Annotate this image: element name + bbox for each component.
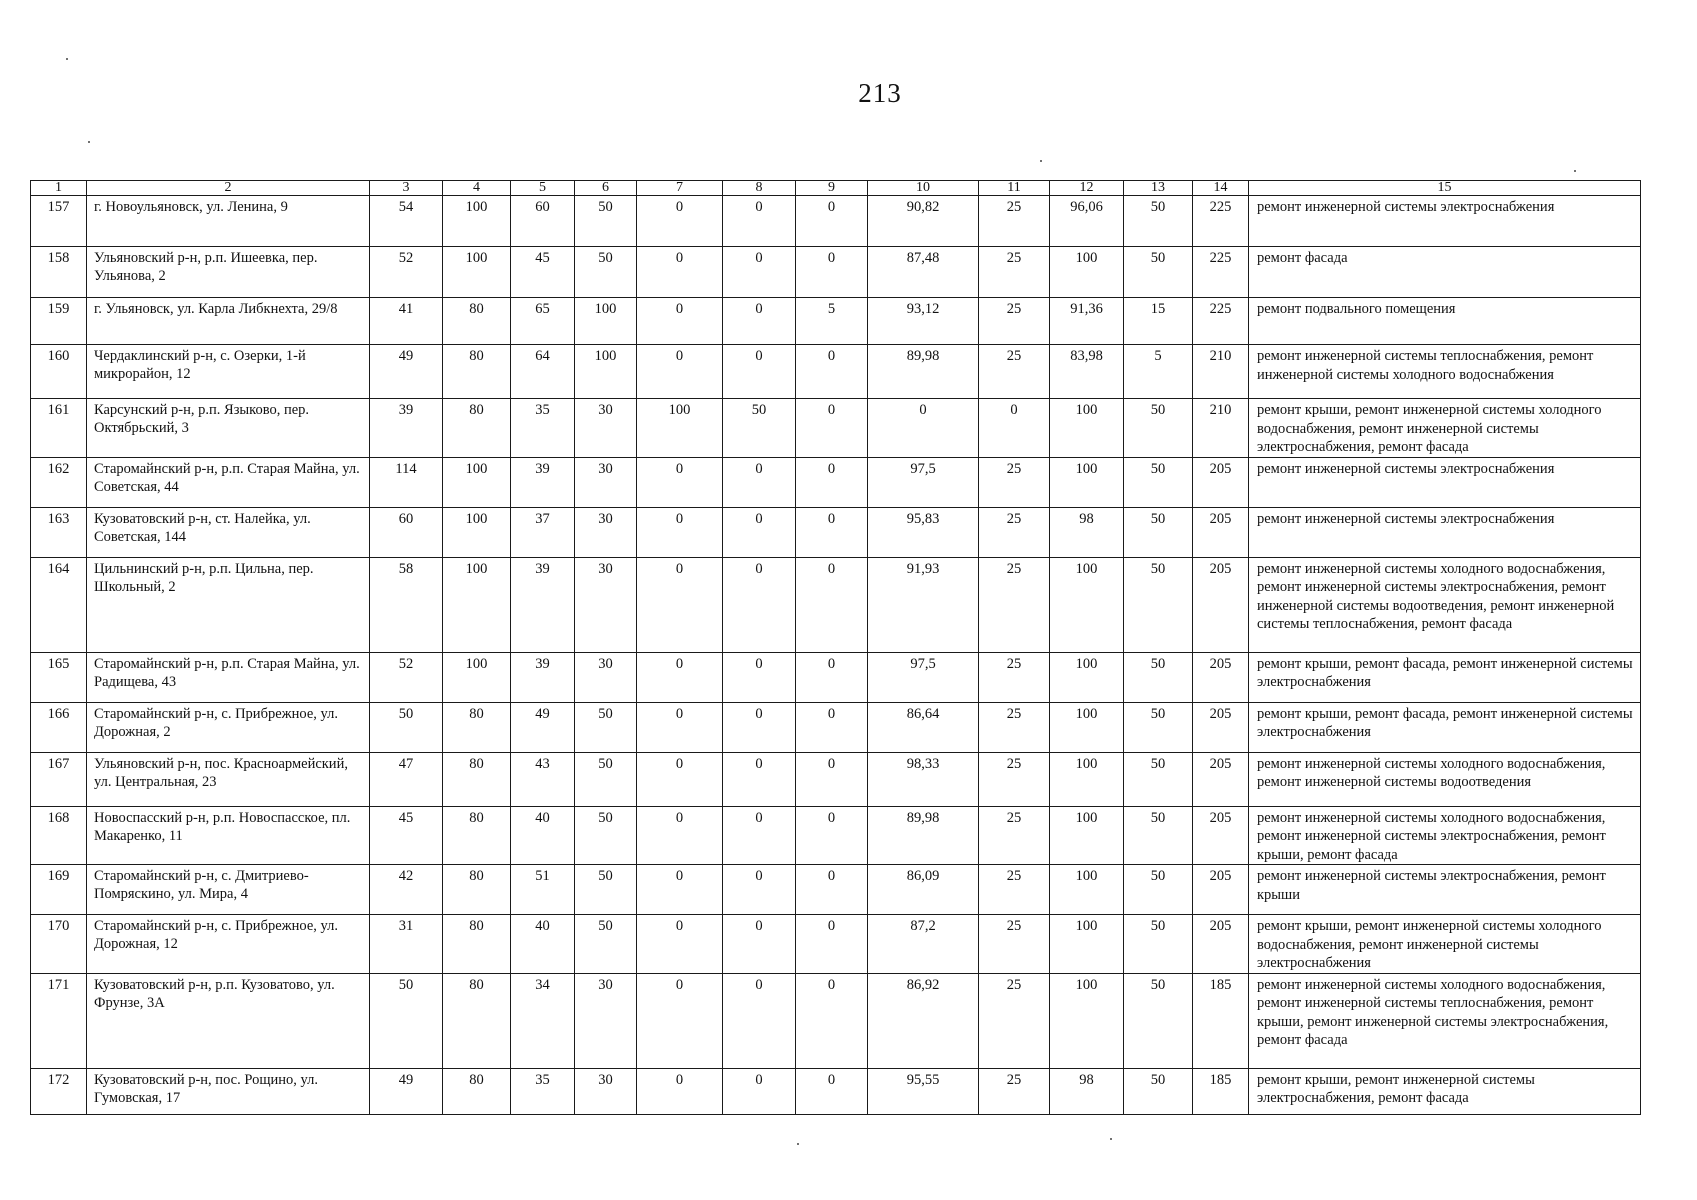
address-cell: Цильнинский р-н, р.п. Цильна, пер. Школьный, 2 xyxy=(87,557,370,652)
col8-cell: 0 xyxy=(723,557,796,652)
col14-cell: 185 xyxy=(1193,1068,1249,1114)
col6-cell: 50 xyxy=(575,915,637,974)
col3-cell: 42 xyxy=(370,865,443,915)
col14-cell: 210 xyxy=(1193,345,1249,399)
row-number: 167 xyxy=(31,752,87,806)
table-row xyxy=(31,507,1641,557)
table-row xyxy=(31,652,1641,702)
scan-speck xyxy=(88,141,90,143)
col11-cell: 25 xyxy=(979,247,1050,298)
col9-cell: 0 xyxy=(796,507,868,557)
address-cell: Новоспасский р-н, р.п. Новоспасское, пл. Макаренко, 11 xyxy=(87,806,370,865)
scan-speck xyxy=(1574,170,1576,172)
col5-cell: 40 xyxy=(511,806,575,865)
col11-cell: 25 xyxy=(979,557,1050,652)
col3-cell: 54 xyxy=(370,196,443,247)
table-row xyxy=(31,1068,1641,1114)
col11-cell: 25 xyxy=(979,345,1050,399)
row-number: 159 xyxy=(31,298,87,345)
col3-cell: 58 xyxy=(370,557,443,652)
col3-cell: 41 xyxy=(370,298,443,345)
col12-cell: 100 xyxy=(1050,247,1124,298)
col7-cell: 0 xyxy=(637,247,723,298)
col12-cell: 100 xyxy=(1050,702,1124,752)
col14-cell: 210 xyxy=(1193,399,1249,458)
works-cell: ремонт подвального помещения xyxy=(1249,298,1641,345)
scan-speck xyxy=(797,1143,799,1145)
col13-cell: 50 xyxy=(1124,915,1193,974)
works-cell: ремонт инженерной системы холодного водоснабжения, ремонт инженерной системы теплоснабжения, ремонт крыши, ремонт инженерной системы электроснабжения, ремонт фасада xyxy=(1249,973,1641,1068)
col6-cell: 30 xyxy=(575,973,637,1068)
col11-cell: 25 xyxy=(979,507,1050,557)
col5-cell: 39 xyxy=(511,557,575,652)
col7-cell: 0 xyxy=(637,298,723,345)
col9-cell: 0 xyxy=(796,806,868,865)
row-number: 169 xyxy=(31,865,87,915)
col10-cell: 0 xyxy=(868,399,979,458)
row-number: 158 xyxy=(31,247,87,298)
col3-cell: 39 xyxy=(370,399,443,458)
col11-cell: 25 xyxy=(979,915,1050,974)
col14-cell: 205 xyxy=(1193,652,1249,702)
col5-cell: 49 xyxy=(511,702,575,752)
row-number: 164 xyxy=(31,557,87,652)
col8-cell: 0 xyxy=(723,652,796,702)
table-row xyxy=(31,457,1641,507)
col8-cell: 0 xyxy=(723,865,796,915)
col6-cell: 100 xyxy=(575,298,637,345)
col7-cell: 0 xyxy=(637,702,723,752)
table-row xyxy=(31,752,1641,806)
col14-cell: 205 xyxy=(1193,507,1249,557)
col12-cell: 98 xyxy=(1050,507,1124,557)
col6-cell: 50 xyxy=(575,702,637,752)
col13-cell: 50 xyxy=(1124,865,1193,915)
col14-cell: 205 xyxy=(1193,457,1249,507)
col9-cell: 0 xyxy=(796,399,868,458)
col8-cell: 0 xyxy=(723,915,796,974)
col10-cell: 87,2 xyxy=(868,915,979,974)
col13-cell: 50 xyxy=(1124,557,1193,652)
col9-cell: 0 xyxy=(796,865,868,915)
col5-cell: 35 xyxy=(511,1068,575,1114)
works-cell: ремонт крыши, ремонт инженерной системы электроснабжения, ремонт фасада xyxy=(1249,1068,1641,1114)
col4-cell: 100 xyxy=(443,652,511,702)
col13-cell: 50 xyxy=(1124,973,1193,1068)
col9-cell: 0 xyxy=(796,973,868,1068)
table-row xyxy=(31,973,1641,1068)
col6-cell: 30 xyxy=(575,1068,637,1114)
row-number: 160 xyxy=(31,345,87,399)
col11-cell: 25 xyxy=(979,298,1050,345)
col10-cell: 89,98 xyxy=(868,806,979,865)
col3-cell: 49 xyxy=(370,1068,443,1114)
col7-cell: 0 xyxy=(637,752,723,806)
table-row xyxy=(31,345,1641,399)
col10-cell: 86,64 xyxy=(868,702,979,752)
row-number: 157 xyxy=(31,196,87,247)
col8-cell: 0 xyxy=(723,196,796,247)
col6-cell: 30 xyxy=(575,652,637,702)
column-header-8: 8 xyxy=(723,181,796,196)
col6-cell: 50 xyxy=(575,752,637,806)
address-cell: Ульяновский р-н, пос. Красноармейский, ул. Центральная, 23 xyxy=(87,752,370,806)
col9-cell: 0 xyxy=(796,1068,868,1114)
row-number: 163 xyxy=(31,507,87,557)
col4-cell: 80 xyxy=(443,298,511,345)
col8-cell: 0 xyxy=(723,247,796,298)
col8-cell: 0 xyxy=(723,457,796,507)
col3-cell: 52 xyxy=(370,247,443,298)
col6-cell: 100 xyxy=(575,345,637,399)
col12-cell: 100 xyxy=(1050,806,1124,865)
col4-cell: 80 xyxy=(443,973,511,1068)
col5-cell: 35 xyxy=(511,399,575,458)
col12-cell: 96,06 xyxy=(1050,196,1124,247)
works-cell: ремонт инженерной системы холодного водоснабжения, ремонт инженерной системы водоотведения xyxy=(1249,752,1641,806)
table-header xyxy=(31,181,1641,196)
col6-cell: 30 xyxy=(575,507,637,557)
col4-cell: 80 xyxy=(443,345,511,399)
works-cell: ремонт крыши, ремонт фасада, ремонт инженерной системы электроснабжения xyxy=(1249,652,1641,702)
col13-cell: 50 xyxy=(1124,247,1193,298)
col3-cell: 50 xyxy=(370,973,443,1068)
scan-speck xyxy=(1110,1138,1112,1140)
col6-cell: 50 xyxy=(575,196,637,247)
address-cell: Старомайнский р-н, с. Прибрежное, ул. Дорожная, 12 xyxy=(87,915,370,974)
table-row xyxy=(31,865,1641,915)
col4-cell: 80 xyxy=(443,1068,511,1114)
col13-cell: 50 xyxy=(1124,457,1193,507)
col3-cell: 50 xyxy=(370,702,443,752)
col3-cell: 31 xyxy=(370,915,443,974)
col10-cell: 86,09 xyxy=(868,865,979,915)
col8-cell: 0 xyxy=(723,752,796,806)
works-cell: ремонт инженерной системы холодного водоснабжения, ремонт инженерной системы электроснабжения, ремонт инженерной системы водоотведения, ремонт инженерной системы теплоснабжения, ремонт фасада xyxy=(1249,557,1641,652)
col11-cell: 25 xyxy=(979,652,1050,702)
col9-cell: 0 xyxy=(796,247,868,298)
col12-cell: 100 xyxy=(1050,752,1124,806)
col14-cell: 205 xyxy=(1193,806,1249,865)
col10-cell: 95,83 xyxy=(868,507,979,557)
column-header-15: 15 xyxy=(1249,181,1641,196)
address-cell: Чердаклинский р-н, с. Озерки, 1-й микрорайон, 12 xyxy=(87,345,370,399)
col3-cell: 47 xyxy=(370,752,443,806)
works-cell: ремонт инженерной системы теплоснабжения, ремонт инженерной системы холодного водоснабжения xyxy=(1249,345,1641,399)
table-row xyxy=(31,915,1641,974)
works-cell: ремонт крыши, ремонт инженерной системы холодного водоснабжения, ремонт инженерной системы электроснабжения, ремонт фасада xyxy=(1249,399,1641,458)
col8-cell: 50 xyxy=(723,399,796,458)
works-cell: ремонт крыши, ремонт инженерной системы холодного водоснабжения, ремонт инженерной системы электроснабжения xyxy=(1249,915,1641,974)
col12-cell: 83,98 xyxy=(1050,345,1124,399)
col7-cell: 0 xyxy=(637,345,723,399)
col10-cell: 86,92 xyxy=(868,973,979,1068)
address-cell: Карсунский р-н, р.п. Языково, пер. Октябрьский, 3 xyxy=(87,399,370,458)
col9-cell: 0 xyxy=(796,196,868,247)
row-number: 162 xyxy=(31,457,87,507)
col12-cell: 100 xyxy=(1050,865,1124,915)
works-cell: ремонт инженерной системы электроснабжения xyxy=(1249,457,1641,507)
col3-cell: 45 xyxy=(370,806,443,865)
col11-cell: 0 xyxy=(979,399,1050,458)
col14-cell: 205 xyxy=(1193,557,1249,652)
col4-cell: 100 xyxy=(443,196,511,247)
address-cell: Старомайнский р-н, с. Дмитриево-Помряскино, ул. Мира, 4 xyxy=(87,865,370,915)
col13-cell: 50 xyxy=(1124,806,1193,865)
col4-cell: 80 xyxy=(443,865,511,915)
col10-cell: 98,33 xyxy=(868,752,979,806)
row-number: 171 xyxy=(31,973,87,1068)
col5-cell: 37 xyxy=(511,507,575,557)
col9-cell: 0 xyxy=(796,702,868,752)
col4-cell: 100 xyxy=(443,507,511,557)
col14-cell: 185 xyxy=(1193,973,1249,1068)
column-header-9: 9 xyxy=(796,181,868,196)
col11-cell: 25 xyxy=(979,752,1050,806)
col7-cell: 0 xyxy=(637,557,723,652)
col5-cell: 43 xyxy=(511,752,575,806)
row-number: 161 xyxy=(31,399,87,458)
col5-cell: 45 xyxy=(511,247,575,298)
col5-cell: 39 xyxy=(511,457,575,507)
header-row xyxy=(31,181,1641,196)
col12-cell: 100 xyxy=(1050,457,1124,507)
col8-cell: 0 xyxy=(723,973,796,1068)
col14-cell: 225 xyxy=(1193,298,1249,345)
column-header-1: 1 xyxy=(31,181,87,196)
col10-cell: 91,93 xyxy=(868,557,979,652)
col10-cell: 97,5 xyxy=(868,457,979,507)
repair-program-table-sheet xyxy=(30,180,1640,1115)
col5-cell: 65 xyxy=(511,298,575,345)
col6-cell: 50 xyxy=(575,247,637,298)
col12-cell: 91,36 xyxy=(1050,298,1124,345)
col14-cell: 205 xyxy=(1193,752,1249,806)
column-header-10: 10 xyxy=(868,181,979,196)
col13-cell: 50 xyxy=(1124,652,1193,702)
col13-cell: 50 xyxy=(1124,507,1193,557)
works-cell: ремонт инженерной системы холодного водоснабжения, ремонт инженерной системы электроснабжения, ремонт крыши, ремонт фасада xyxy=(1249,806,1641,865)
col6-cell: 30 xyxy=(575,399,637,458)
col13-cell: 5 xyxy=(1124,345,1193,399)
table-row xyxy=(31,196,1641,247)
column-header-3: 3 xyxy=(370,181,443,196)
col7-cell: 0 xyxy=(637,457,723,507)
address-cell: Кузоватовский р-н, пос. Рощино, ул. Гумовская, 17 xyxy=(87,1068,370,1114)
col10-cell: 95,55 xyxy=(868,1068,979,1114)
address-cell: Старомайнский р-н, р.п. Старая Майна, ул. Радищева, 43 xyxy=(87,652,370,702)
works-cell: ремонт крыши, ремонт фасада, ремонт инженерной системы электроснабжения xyxy=(1249,702,1641,752)
col3-cell: 52 xyxy=(370,652,443,702)
col7-cell: 0 xyxy=(637,865,723,915)
col14-cell: 205 xyxy=(1193,865,1249,915)
col9-cell: 0 xyxy=(796,557,868,652)
col8-cell: 0 xyxy=(723,702,796,752)
col8-cell: 0 xyxy=(723,298,796,345)
scan-speck xyxy=(66,58,68,60)
column-header-2: 2 xyxy=(87,181,370,196)
col6-cell: 30 xyxy=(575,557,637,652)
col13-cell: 50 xyxy=(1124,1068,1193,1114)
works-cell: ремонт фасада xyxy=(1249,247,1641,298)
table-row xyxy=(31,557,1641,652)
table-body xyxy=(31,196,1641,1115)
address-cell: Ульяновский р-н, р.п. Ишеевка, пер. Ульянова, 2 xyxy=(87,247,370,298)
col12-cell: 100 xyxy=(1050,557,1124,652)
col10-cell: 93,12 xyxy=(868,298,979,345)
col12-cell: 100 xyxy=(1050,973,1124,1068)
col7-cell: 0 xyxy=(637,806,723,865)
col11-cell: 25 xyxy=(979,865,1050,915)
col5-cell: 39 xyxy=(511,652,575,702)
col9-cell: 0 xyxy=(796,457,868,507)
row-number: 165 xyxy=(31,652,87,702)
col12-cell: 98 xyxy=(1050,1068,1124,1114)
col5-cell: 34 xyxy=(511,973,575,1068)
col13-cell: 50 xyxy=(1124,196,1193,247)
col14-cell: 205 xyxy=(1193,915,1249,974)
works-cell: ремонт инженерной системы электроснабжения, ремонт крыши xyxy=(1249,865,1641,915)
col13-cell: 50 xyxy=(1124,752,1193,806)
col10-cell: 89,98 xyxy=(868,345,979,399)
column-header-12: 12 xyxy=(1050,181,1124,196)
column-header-5: 5 xyxy=(511,181,575,196)
col11-cell: 25 xyxy=(979,457,1050,507)
col4-cell: 80 xyxy=(443,702,511,752)
works-cell: ремонт инженерной системы электроснабжения xyxy=(1249,507,1641,557)
column-header-14: 14 xyxy=(1193,181,1249,196)
col7-cell: 0 xyxy=(637,973,723,1068)
col9-cell: 5 xyxy=(796,298,868,345)
col4-cell: 80 xyxy=(443,399,511,458)
col13-cell: 15 xyxy=(1124,298,1193,345)
col8-cell: 0 xyxy=(723,507,796,557)
col10-cell: 90,82 xyxy=(868,196,979,247)
col6-cell: 30 xyxy=(575,457,637,507)
col7-cell: 0 xyxy=(637,507,723,557)
col11-cell: 25 xyxy=(979,973,1050,1068)
repair-program-table xyxy=(30,180,1641,1115)
table-row xyxy=(31,806,1641,865)
table-row xyxy=(31,399,1641,458)
row-number: 166 xyxy=(31,702,87,752)
scan-speck xyxy=(1040,160,1042,162)
address-cell: Кузоватовский р-н, р.п. Кузоватово, ул. Фрунзе, 3А xyxy=(87,973,370,1068)
row-number: 172 xyxy=(31,1068,87,1114)
table-row xyxy=(31,298,1641,345)
address-cell: Старомайнский р-н, с. Прибрежное, ул. Дорожная, 2 xyxy=(87,702,370,752)
row-number: 168 xyxy=(31,806,87,865)
col9-cell: 0 xyxy=(796,345,868,399)
column-header-7: 7 xyxy=(637,181,723,196)
col9-cell: 0 xyxy=(796,752,868,806)
col3-cell: 49 xyxy=(370,345,443,399)
col14-cell: 205 xyxy=(1193,702,1249,752)
col10-cell: 87,48 xyxy=(868,247,979,298)
col7-cell: 100 xyxy=(637,399,723,458)
col9-cell: 0 xyxy=(796,652,868,702)
column-header-4: 4 xyxy=(443,181,511,196)
col9-cell: 0 xyxy=(796,915,868,974)
col14-cell: 225 xyxy=(1193,196,1249,247)
works-cell: ремонт инженерной системы электроснабжения xyxy=(1249,196,1641,247)
col14-cell: 225 xyxy=(1193,247,1249,298)
page-number: 213 xyxy=(858,78,902,108)
col8-cell: 0 xyxy=(723,1068,796,1114)
row-number: 170 xyxy=(31,915,87,974)
col5-cell: 51 xyxy=(511,865,575,915)
table-row xyxy=(31,702,1641,752)
address-cell: г. Ульяновск, ул. Карла Либкнехта, 29/8 xyxy=(87,298,370,345)
col11-cell: 25 xyxy=(979,702,1050,752)
address-cell: Старомайнский р-н, р.п. Старая Майна, ул. Советская, 44 xyxy=(87,457,370,507)
col12-cell: 100 xyxy=(1050,399,1124,458)
col13-cell: 50 xyxy=(1124,702,1193,752)
address-cell: г. Новоульяновск, ул. Ленина, 9 xyxy=(87,196,370,247)
col12-cell: 100 xyxy=(1050,915,1124,974)
col4-cell: 80 xyxy=(443,915,511,974)
column-header-13: 13 xyxy=(1124,181,1193,196)
col7-cell: 0 xyxy=(637,1068,723,1114)
col13-cell: 50 xyxy=(1124,399,1193,458)
col4-cell: 80 xyxy=(443,806,511,865)
column-header-11: 11 xyxy=(979,181,1050,196)
address-cell: Кузоватовский р-н, ст. Налейка, ул. Советская, 144 xyxy=(87,507,370,557)
col5-cell: 60 xyxy=(511,196,575,247)
col3-cell: 114 xyxy=(370,457,443,507)
col6-cell: 50 xyxy=(575,806,637,865)
col10-cell: 97,5 xyxy=(868,652,979,702)
col8-cell: 0 xyxy=(723,806,796,865)
col7-cell: 0 xyxy=(637,652,723,702)
col5-cell: 64 xyxy=(511,345,575,399)
col11-cell: 25 xyxy=(979,1068,1050,1114)
col7-cell: 0 xyxy=(637,196,723,247)
col4-cell: 100 xyxy=(443,247,511,298)
col5-cell: 40 xyxy=(511,915,575,974)
table-row xyxy=(31,247,1641,298)
col3-cell: 60 xyxy=(370,507,443,557)
col4-cell: 80 xyxy=(443,752,511,806)
col11-cell: 25 xyxy=(979,196,1050,247)
col8-cell: 0 xyxy=(723,345,796,399)
col6-cell: 50 xyxy=(575,865,637,915)
col7-cell: 0 xyxy=(637,915,723,974)
col12-cell: 100 xyxy=(1050,652,1124,702)
col11-cell: 25 xyxy=(979,806,1050,865)
col4-cell: 100 xyxy=(443,457,511,507)
column-header-6: 6 xyxy=(575,181,637,196)
col4-cell: 100 xyxy=(443,557,511,652)
